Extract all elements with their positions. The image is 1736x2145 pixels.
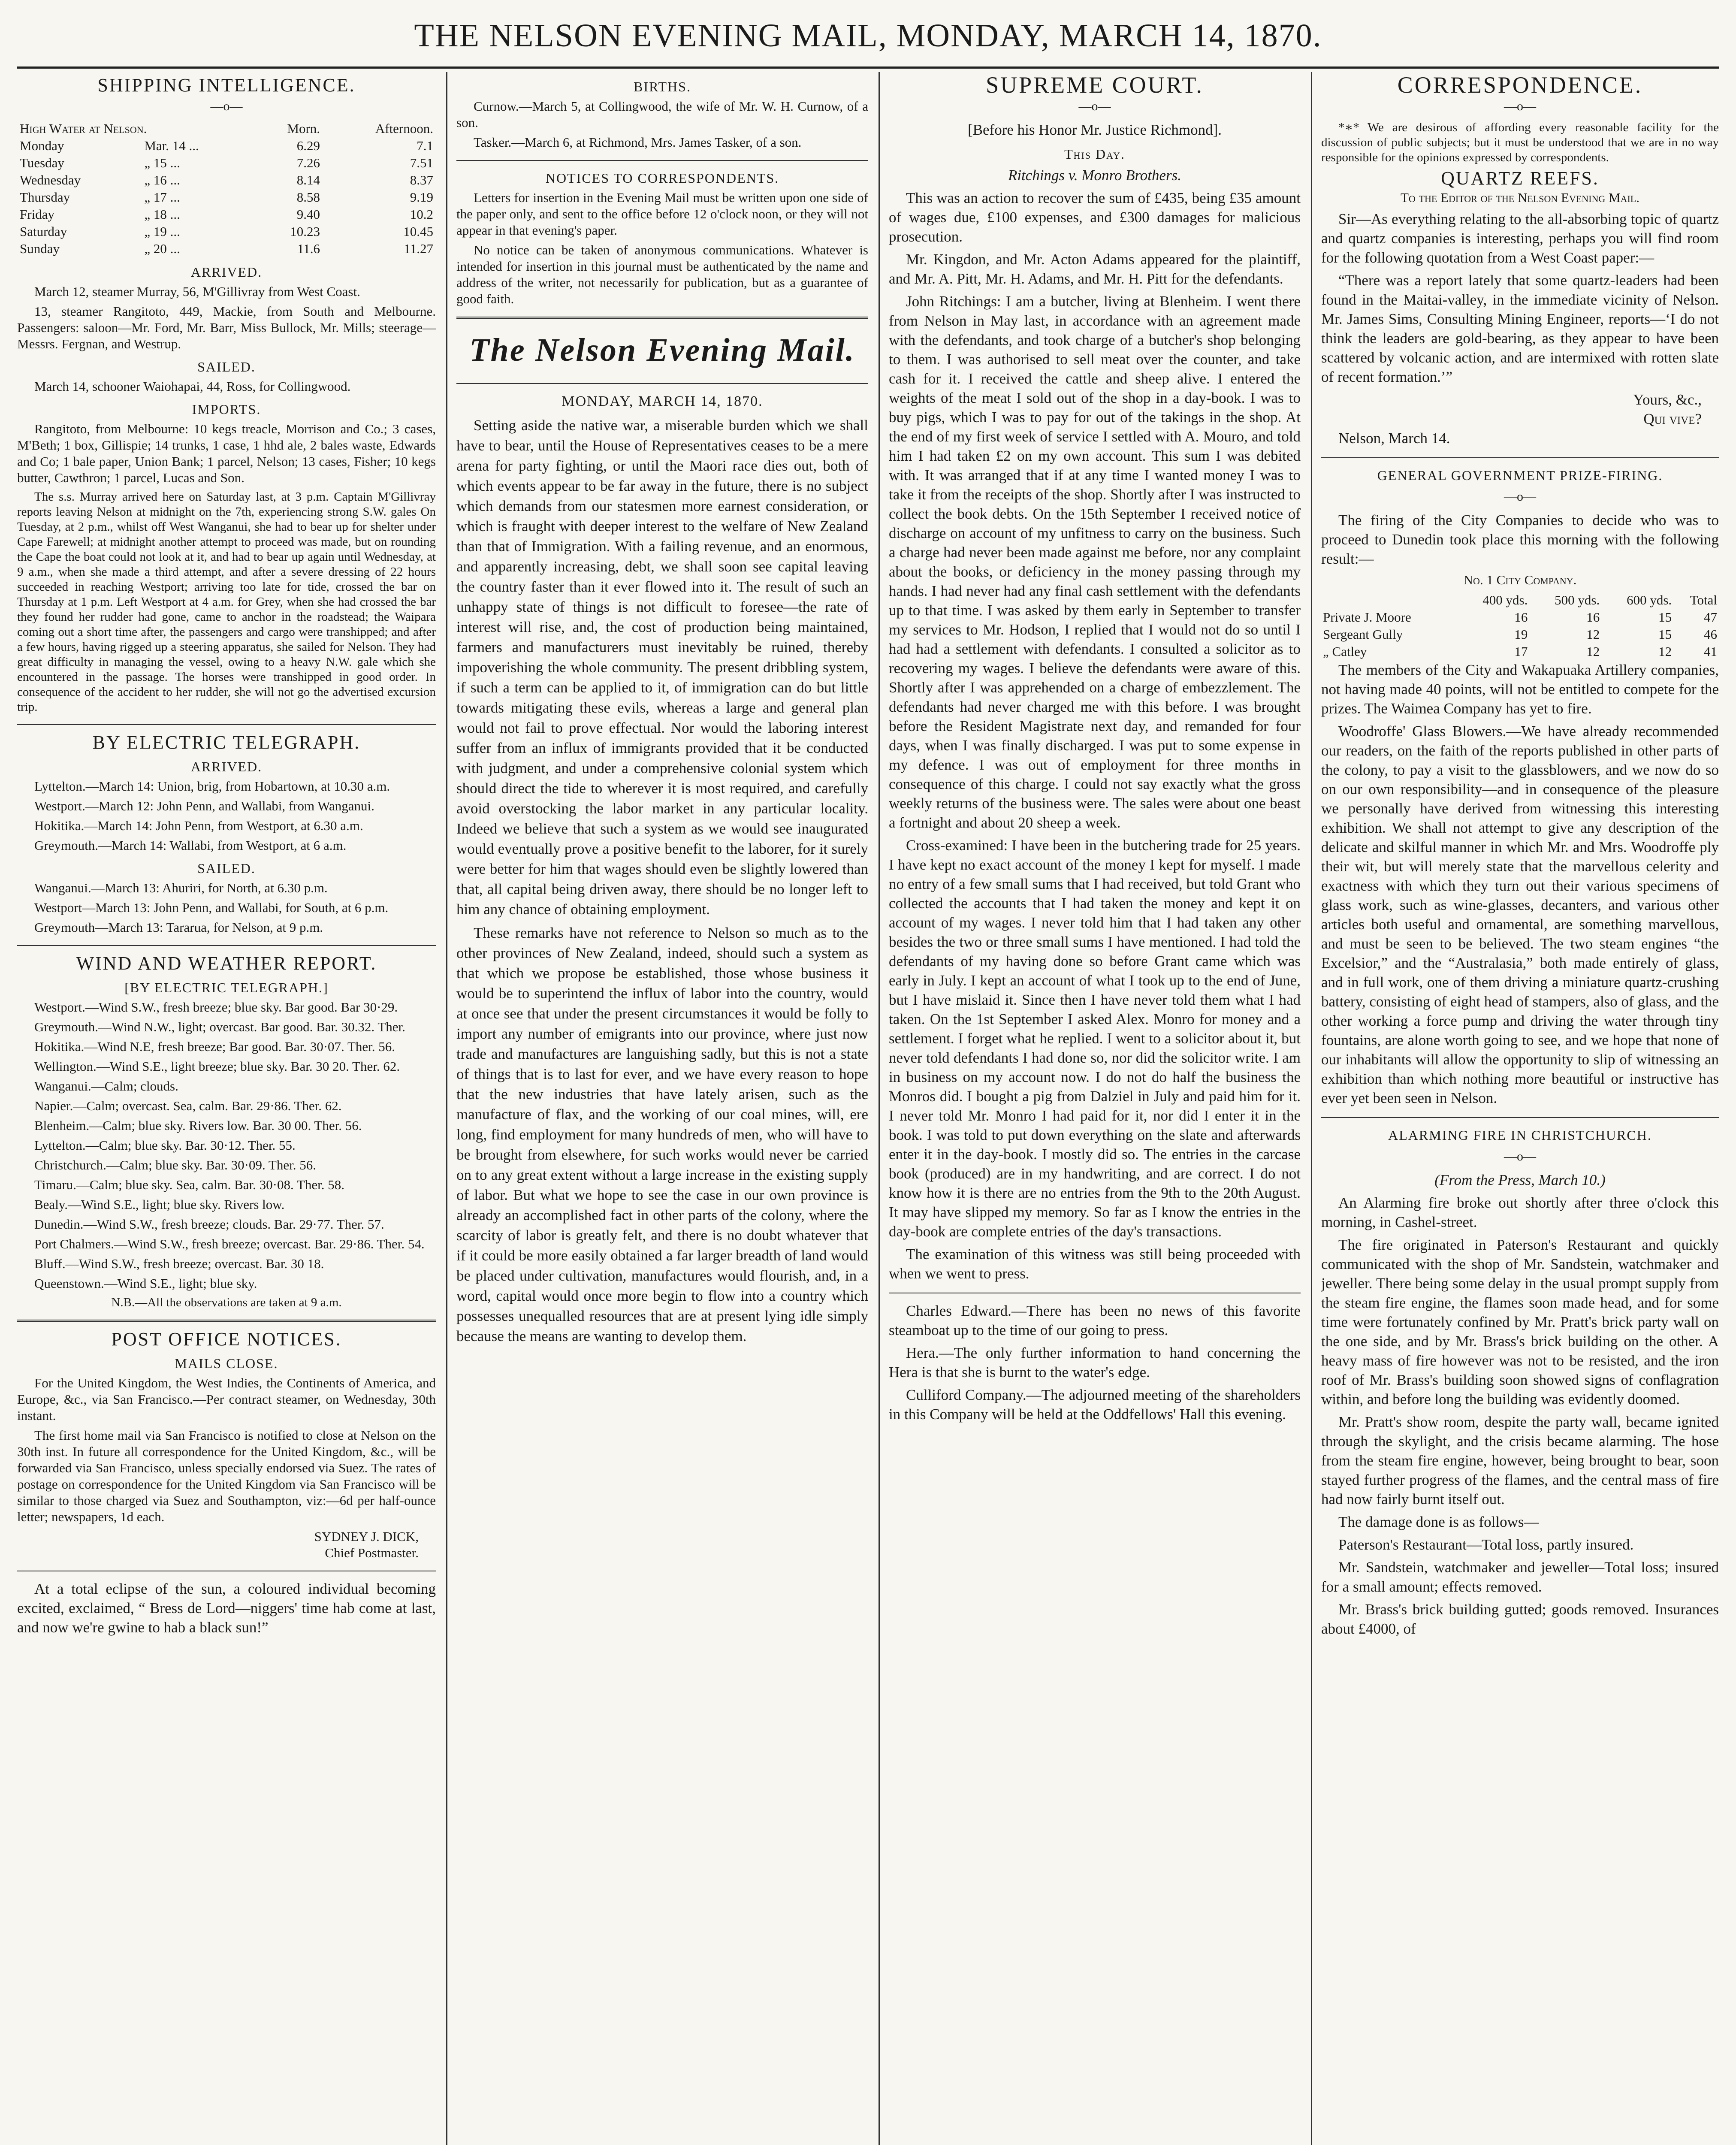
editorial-paragraph: Setting aside the native war, a miserable burden which we shall have to bear, until the House of Representatives ceases to be a mere arena for party fighting, or until the Maori race dies out, both of which events appear to be far away in the future, there is no subject which demands from our statesmen more earnest consideration, or which is fraught with deeper interest to the welfare of New Zealand than that of Immigration. With a failing revenue, and an enormous, and apparently increasing, debt, we shall soon see capital leaving the country faster than it ever flowed into it. The result of such an unhappy state of things is not difficult to foresee—the rate of interest will rise, and, the cost of production being maintained, farmers and manufacturers must inevitably be ruined, thereby impoverishing the whole community. The present dribbling system, if such a term can be applied to it, of immigration can do but little towards mitigating these evils, whereas a large and general plan would not fail to prove effectual. Nor would the laboring interest suffer from an influx of immigrants provided that it be conducted with judgment, and under a comprehensive colonial system which should direct the tide to wherever it is most required, and carefully avoid overstocking the labor market in any particular locality. Indeed we believe that such a system as we would see inaugurated would eventually prove a positive benefit to the laborer, for it surely were better for him that wages should even be slightly lowered than that, all capital being driven away, there should be no longer left to him any chance of obtaining employment.	[456, 417, 868, 918]
prize-score: 12	[1586, 644, 1600, 659]
murray-report: The s.s. Murray arrived here on Saturday last, at 3 p.m. Captain M'Gillivray reports leaving Nelson at midnight on the 7th, experiencing strong S.W. gales On Tuesday, at 2 p.m., whilst off West Wanganui, she had to bear up for shelter under Cape Farewell; at midnight another attempt to proceed was made, but on rounding the Cape the boat could not look at it, and had to bear up again until Wednesday, at 9 a.m., when she made a third attempt, and after a severe dressing of 22 hours succeeded in reaching Westport; arriving too late for tide, crossed the bar on Thursday at 1 p.m. Left Westport at 4 a.m. for Grey, when she had crossed the bar they found her rudder had gone, came to anchor in the roadstead; the Waipara coming out a short time after, the passengers and cargo were transhipped; and after a few hours, having rigged up a steering apparatus, she sailed for Nelson. They had great difficulty in managing the vessel, owing to a heavy N.W. gale which she encountered in the passage. The horses were transhipped in good order. In consequence of the accident to her rudder, she will not go the advertised excursion trip.	[17, 490, 436, 714]
shipping-heading: SHIPPING INTELLIGENCE.	[97, 75, 356, 96]
paper-title: The Nelson Evening Mail.	[469, 332, 855, 368]
prize-score: 12	[1658, 644, 1672, 659]
notices-heading: NOTICES TO CORRESPONDENTS.	[545, 170, 779, 186]
fire-heading: ALARMING FIRE IN CHRISTCHURCH.	[1388, 1127, 1652, 1143]
tide-day: Monday	[20, 138, 64, 153]
quartz-paragraph: Sir—As everything relating to the all-absorbing topic of quartz and quartz companies is interesting, perhaps you will find room for the following quotation from a West Coast paper:—	[1321, 211, 1719, 266]
tide-afternoon: 8.37	[410, 172, 433, 187]
tide-morn: 11.6	[297, 241, 320, 256]
arrived-entry: 13, steamer Rangitoto, 449, Mackie, from South and Melbourne. Passengers: saloon—Mr. Ford, Mr. Barr, Miss Bullock, Mr. Mills; steerage—Messrs. Fergnan, and Westrup.	[17, 304, 436, 351]
tide-row	[17, 172, 436, 189]
tide-morn: 8.58	[296, 190, 320, 205]
sailed-entry: March 14, schooner Waiohapai, 44, Ross, for Collingwood.	[34, 379, 351, 394]
notice-text: Letters for insertion in the Evening Mail must be written upon one side of the paper only, and sent to the office before 12 o'clock noon, or they will not appear in that evening's paper.	[456, 190, 868, 238]
weather-report: Christchurch.—Calm; blue sky. Bar. 30·09. Ther. 56.	[34, 1157, 316, 1172]
prize-row	[1321, 609, 1719, 626]
court-paragraph: Cross-examined: I have been in the butchering trade for 25 years. I have kept no exact account of the money I kept for myself. I made no entry of a few small sums that I had received, but told Grant who collected the accounts that I had taken the money and kept it on account of my wages. I never told him that I had taken any other besides the two or three small sums I have mentioned. I had told the defendants of my having done so before Grant came which was early in July. I kept an account of what I took up to the end of June, but I have mislaid it. Since then I have never told them what I had taken. On the 1st September I asked Alex. Monro for money and a settlement. I forget what he replied. I went to a solicitor about it, but never told defendants I had done so, nor did the solicitor write. I am in business on my account now. I do not do half the business the Monros did. I bought a pig from Dalziel in July and paid him for it. I never told Mr. Monro I had paid for it, nor did I enter it in the book. I was told to put down everything on the slate and afterwards enter it in the day-book. I mostly did so. The entries in the carcase book (produced) are in my handwriting, and are correct. I do not know how it is there are no entries from the 9th to the 20th August. It may have slipped my memory. So far as I know the entries in the day-book are complete entries of the day's transactions.	[889, 837, 1301, 1240]
charles-edward-item: Charles Edward.—There has been no news of this favorite steamboat up to the time of our going to press.	[889, 1302, 1301, 1338]
ornament: —o—	[1078, 99, 1111, 113]
masthead-rule	[17, 66, 1719, 69]
weather-report: Wellington.—Wind S.E., light breeze; blue sky. Bar. 30 20. Ther. 62.	[34, 1059, 400, 1074]
tide-morn: 8.14	[296, 172, 320, 187]
tide-day: Thursday	[20, 190, 70, 205]
notice-text: No notice can be taken of anonymous communications. Whatever is intended for insertion in this journal must be authenticated by the name and address of the writer, not necessarily for publication, but as a guarantee of good faith.	[456, 242, 868, 306]
tide-header: High Water at Nelson.	[20, 121, 147, 136]
tide-afternoon: 9.19	[410, 190, 433, 205]
column-3	[882, 72, 1307, 2145]
fire-paragraph: The fire originated in Paterson's Restaurant and quickly communicated with the shop of Mr. Sandstein, watchmaker and jeweller. There being some delay in the usual prompt supply from the steam fire engine, the flames soon made head, and for some time were fortunately confined by Mr. Pratt's brick party wall on the one side, and by Mr. Brass's brick building on the other. A heavy mass of fire however was not to be resisted, and the iron roof of Mr. Brass's building soon showed signs of conflagration within, and before long the building was evidently doomed.	[1321, 1236, 1719, 1408]
court-paragraph: The examination of this witness was still being proceeded with when we went to press.	[889, 1246, 1301, 1282]
weather-report: Greymouth.—Wind N.W., light; overcast. Bar good. Bar. 30.32. Ther.	[34, 1019, 405, 1034]
prize-row	[1321, 643, 1719, 660]
court-before: [Before his Honor Mr. Justice Richmond].	[968, 121, 1222, 138]
ornament: —o—	[1504, 1149, 1536, 1163]
prize-total: 46	[1704, 627, 1717, 642]
weather-report: Westport.—Wind S.W., fresh breeze; blue sky. Bar good. Bar 30·29.	[34, 1000, 398, 1015]
tide-row	[17, 206, 436, 223]
mails-text: For the United Kingdom, the West Indies, the Continents of America, and Europe, &c., via San Francisco.—Per contract steamer, on Wednesday, 30th instant.	[17, 1375, 436, 1423]
mails-heading: MAILS CLOSE.	[175, 1356, 278, 1371]
tide-date: „ 16 ...	[144, 172, 180, 187]
prize-col	[1321, 592, 1457, 609]
tide-table	[17, 120, 436, 257]
tide-row	[17, 240, 436, 257]
fire-paragraph: The damage done is as follows—	[1338, 1514, 1539, 1530]
prize-score: 16	[1514, 610, 1528, 625]
tide-date: „ 20 ...	[144, 241, 180, 256]
weather-report: Napier.—Calm; overcast. Sea, calm. Bar. 29·86. Ther. 62.	[34, 1098, 342, 1113]
prize-row	[1321, 626, 1719, 643]
column-divider	[1311, 72, 1312, 2145]
tide-day: Friday	[20, 207, 54, 222]
postmaster-signature: SYDNEY J. DICK,	[314, 1529, 419, 1544]
weather-report: Bealy.—Wind S.E., light; blue sky. Rivers low.	[34, 1197, 285, 1212]
telegraph-sailed-heading: SAILED.	[197, 861, 256, 876]
column-divider	[446, 72, 447, 2145]
ornament: —o—	[210, 99, 243, 113]
telegraph-arrived: Hokitika.—March 14: John Penn, from Westport, at 6.30 a.m.	[34, 818, 363, 833]
tide-date: „ 19 ...	[144, 224, 180, 239]
telegraph-arrived: Lyttelton.—March 14: Union, brig, from Hobartown, at 10.30 a.m.	[34, 779, 390, 794]
quartz-place: Nelson, March 14.	[1338, 430, 1450, 447]
tide-afternoon: 11.27	[404, 241, 433, 256]
weather-sub: [BY ELECTRIC TELEGRAPH.]	[124, 980, 329, 995]
tide-afternoon: 10.45	[403, 224, 433, 239]
mails-notice: The first home mail via San Francisco is notified to close at Nelson on the 30th inst. In future all correspondence for the United Kingdom, &c., will be forwarded via San Francisco, unless specially endorsed via Suez. The rates of postage on correspondence for the United Kingdom via San Francisco will be similar to those charged via Suez and Southampton, viz:—6d per half-ounce letter; newspapers, 1d each.	[17, 1428, 436, 1524]
prize-score: 15	[1658, 627, 1672, 642]
tide-row	[17, 223, 436, 240]
weather-note: N.B.—All the observations are taken at 9 a.m.	[111, 1296, 342, 1309]
birth-notice: Tasker.—March 6, at Richmond, Mrs. James Tasker, of a son.	[474, 135, 802, 150]
fire-paragraph: Mr. Pratt's show room, despite the party wall, became ignited through the skylight, and the crisis became alarming. The hose from the steam fire engine, however, being brought to bear, soon stayed further progress of the flames, and the central mass of fire had now fairly burnt itself out.	[1321, 1414, 1719, 1508]
tide-morn: 10.23	[290, 224, 320, 239]
divider	[456, 317, 868, 319]
tide-row	[17, 189, 436, 206]
divider	[1321, 457, 1719, 458]
telegraph-sailed: Wanganui.—March 13: Ahuriri, for North, at 6.30 p.m.	[34, 880, 328, 895]
quartz-addressee: To the Editor of the Nelson Evening Mail.	[1401, 190, 1639, 205]
column-4	[1314, 72, 1719, 2145]
telegraph-sailed: Westport—March 13: John Penn, and Wallabi, for South, at 6 p.m.	[34, 900, 389, 915]
fire-source: (From the Press, March 10.)	[1434, 1172, 1606, 1188]
telegraph-sailed: Greymouth—March 13: Tararua, for Nelson, at 9 p.m.	[34, 920, 323, 935]
court-paragraph: Mr. Kingdon, and Mr. Acton Adams appeared for the plaintiff, and Mr. A. Pitt, Mr. H. Adams, and Mr. H. Pitt for the defendants.	[889, 251, 1301, 287]
fire-paragraph: Mr. Brass's brick building gutted; goods removed. Insurances about £4000, of	[1321, 1601, 1719, 1637]
weather-report: Wanganui.—Calm; clouds.	[34, 1079, 178, 1094]
tide-day: Wednesday	[20, 172, 81, 187]
prize-col: 600 yds.	[1627, 592, 1672, 607]
prize-score: 15	[1658, 610, 1672, 625]
imports-entry: Rangitoto, from Melbourne: 10 kegs treacle, Morrison and Co.; 3 cases, M'Beth; 1 box, Gillispie; 14 trunks, 1 case, 1 hhd ale, 2 bales waste, Edwards and Co; 1 bale paper, Union Bank; 1 parcel, Nelson; 13 cases, Fisher; 10 kegs butter, Cawthron; 1 parcel, Lucas and Son.	[17, 421, 436, 485]
weather-report: Queenstown.—Wind S.E., light; blue sky.	[34, 1276, 257, 1291]
hera-item: Hera.—The only further information to hand concerning the Hera is that she is burnt to the water's edge.	[889, 1344, 1301, 1381]
sailed-heading: SAILED.	[197, 359, 256, 375]
court-day: This Day.	[1064, 146, 1125, 162]
prize-header-row	[1321, 592, 1719, 609]
prize-name: Sergeant Gully	[1323, 627, 1403, 642]
tide-afternoon: 10.2	[410, 207, 433, 222]
prize-total: 47	[1704, 610, 1717, 625]
divider	[17, 724, 436, 725]
weather-report: Port Chalmers.—Wind S.W., fresh breeze; overcast. Bar. 29·86. Ther. 54.	[34, 1236, 425, 1251]
weather-report: Dunedin.—Wind S.W., fresh breeze; clouds. Bar. 29·77. Ther. 57.	[34, 1217, 384, 1232]
divider	[456, 383, 868, 384]
telegraph-arrived: Westport.—March 12: John Penn, and Wallabi, from Wanganui.	[34, 798, 374, 813]
tide-date: „ 17 ...	[144, 190, 180, 205]
prize-score: 16	[1586, 610, 1600, 625]
quartz-quote: “There was a report lately that some quartz-leaders had been found in the Maitai-valley, in the immediate vicinity of Nelson. Mr. James Sims, Consulting Mining Engineer, reports—‘I do not think the leaders are gold-bearing, as they appear to have been scattered by volcanic action, and are intermixed with rotten slate of recent formation.’”	[1321, 272, 1719, 385]
tide-morn: 6.29	[296, 138, 320, 153]
post-office-heading: POST OFFICE NOTICES.	[111, 1329, 342, 1350]
divider	[1321, 1117, 1719, 1118]
divider	[17, 1320, 436, 1322]
prize-name: Private J. Moore	[1323, 610, 1411, 625]
weather-report: Lyttelton.—Calm; blue sky. Bar. 30·12. Ther. 55.	[34, 1138, 296, 1153]
imports-heading: IMPORTS.	[192, 402, 261, 417]
telegraph-arrived-heading: ARRIVED.	[190, 759, 263, 774]
tide-row	[17, 137, 436, 154]
fire-paragraph: An Alarming fire broke out shortly after three o'clock this morning, in Cashel-street.	[1321, 1194, 1719, 1230]
correspondence-heading: CORRESPONDENCE.	[1397, 72, 1643, 98]
arrived-heading: ARRIVED.	[190, 264, 263, 280]
prize-table	[1321, 592, 1719, 660]
tide-morn: 7.26	[296, 155, 320, 170]
culliford-item: Culliford Company.—The adjourned meeting of the shareholders in this Company will be held at the Oddfellows' Hall this evening.	[889, 1387, 1301, 1423]
ornament: —o—	[1504, 99, 1536, 113]
prize-col: 400 yds.	[1482, 592, 1528, 607]
quartz-heading: QUARTZ REEFS.	[1441, 168, 1599, 189]
divider	[456, 160, 868, 161]
masthead: THE NELSON EVENING MAIL, MONDAY, MARCH 14, 1870.	[414, 18, 1322, 54]
tide-date: „ 15 ...	[144, 155, 180, 170]
glass-blowers-item: Woodroffe' Glass Blowers.—We have already recommended our readers, on the faith of the reports published in other parts of the colony, to pay a visit to the glassblowers, and we now do so on our own responsibility—and in consequence of the pleasure we personally have derived from witnessing this interesting exhibition. We shall not attempt to give any description of the delicate and skilful manner in which Mr. and Mrs. Woodroffe ply their wit, but will merely state that the marvellous celerity and exactness with which they turn out their various specimens of glass work, such as wine-glasses, decanters, and various other articles both useful and ornamental, are something marvellous, and must be seen to be believed. The two steam engines “the Excelsior,” and the “Australasia,” both made entirely of glass, and in full work, one of them driving a miniature quartz-crushing battery, consisting of eight head of stampers, also of glass, and the other working a force pump and driving the water through tiny fountains, are alone worth going to see, and we hope that none of our inhabitants will allow the opportunity to slip of witnessing an exhibition than which nothing more beautiful or instructive has ever yet been seen in Nelson.	[1321, 723, 1719, 1106]
birth-notice: Curnow.—March 5, at Collingwood, the wife of Mr. W. H. Curnow, of a son.	[456, 99, 868, 130]
column-divider	[879, 72, 880, 2145]
prize-heading: GENERAL GOVERNMENT PRIZE-FIRING.	[1377, 468, 1663, 483]
tide-header: Morn.	[287, 121, 320, 136]
tide-date: Mar. 14 ...	[144, 138, 199, 153]
prize-name: „ Catley	[1323, 644, 1367, 659]
tide-day: Tuesday	[20, 155, 64, 170]
prize-score: 17	[1514, 644, 1528, 659]
column-2	[450, 72, 875, 2145]
quartz-signed: Qui vive?	[1643, 411, 1702, 427]
tide-morn: 9.40	[296, 207, 320, 222]
prize-score: 19	[1514, 627, 1528, 642]
prize-paragraph: The firing of the City Companies to decide who was to proceed to Dunedin took place this morning with the following result:—	[1321, 512, 1719, 567]
prize-total: 41	[1704, 644, 1717, 659]
weather-report: Blenheim.—Calm; blue sky. Rivers low. Bar. 30 00. Ther. 56.	[34, 1118, 362, 1133]
correspondence-disclaimer: *∗* We are desirous of affording every reasonable facility for the discussion of public subjects; but it must be understood that we are in no way responsible for the opinions expressed by correspondents.	[1321, 121, 1719, 164]
fire-paragraph: Paterson's Restaurant—Total loss, partly insured.	[1338, 1536, 1634, 1553]
tide-date: „ 18 ...	[144, 207, 180, 222]
telegraph-arrived: Greymouth.—March 14: Wallabi, from Westport, at 6 a.m.	[34, 838, 347, 853]
tide-day: Sunday	[20, 241, 60, 256]
column-1	[17, 72, 443, 2145]
tide-header-row	[17, 120, 436, 137]
tide-afternoon: 7.1	[417, 138, 433, 153]
tide-row	[17, 154, 436, 172]
births-heading: BIRTHS.	[634, 79, 691, 94]
editorial-date: MONDAY, MARCH 14, 1870.	[562, 393, 763, 409]
editorial-paragraph: These remarks have not reference to Nelson so much as to the other provinces of New Zealand, indeed, should such a system as that which we propose be established, those whose business it would be to superintend the influx of labor into the country, would at once see that under the present circumstances it would be folly to import any number of emigrants into our province, where just now trade and manufactures are languishing sadly, but this is not a state of things that is to last for ever, and we have every reason to hope that the new industries that have lately arisen, such as the manufacture of flax, and the working of our coal mines, will, ere long, find employment for many hundreds of men, who will have to be brought from elsewhere, for such works would never be carried on to any great extent without a large increase in the existing supply of labor. But what we hope to see the case in our own province is already an accomplished fact in other parts of the colony, where the scarcity of labor is greatly felt, and there is no doubt whatever that if it could be more easily obtained a far larger breadth of land would be placed under cultivation, manufactures would flourish, and, in a word, capital would once more begin to flow into a country which possesses unequalled resources that are at present lying idle simply because the means are wanting to develop them.	[456, 924, 868, 1344]
prize-col: Total	[1690, 592, 1717, 607]
arrived-entry: March 12, steamer Murray, 56, M'Gillivray from West Coast.	[34, 284, 360, 299]
court-case: Ritchings v. Monro Brothers.	[1008, 167, 1182, 184]
quartz-closing: Yours, &c.,	[1633, 391, 1702, 408]
tide-day: Saturday	[20, 224, 67, 239]
court-paragraph: This was an action to recover the sum of £435, being £35 amount of wages due, £100 expenses, and £300 damages for malicious prosecution.	[889, 190, 1301, 245]
prize-paragraph: The members of the City and Wakapuaka Artillery companies, not having made 40 points, will not be entitled to compete for the prizes. The Waimea Company has yet to fire.	[1321, 662, 1719, 717]
weather-report: Hokitika.—Wind N.E, fresh breeze; Bar good. Bar. 30·07. Ther. 56.	[34, 1039, 396, 1054]
ornament: —o—	[1504, 489, 1536, 504]
postmaster-title: Chief Postmaster.	[325, 1545, 419, 1560]
weather-report: Timaru.—Calm; blue sky. Sea, calm. Bar. 30·08. Ther. 58.	[34, 1177, 344, 1192]
prize-score: 12	[1586, 627, 1600, 642]
weather-report: Bluff.—Wind S.W., fresh breeze; overcast. Bar. 30 18.	[34, 1256, 324, 1271]
telegraph-heading: BY ELECTRIC TELEGRAPH.	[92, 732, 361, 753]
eclipse-anecdote: At a total eclipse of the sun, a coloured individual becoming excited, exclaimed, “ Bress de Lord—niggers' time hab come at last, and now we're gwine to hab a black sun!”	[17, 1580, 436, 1636]
fire-paragraph: Mr. Sandstein, watchmaker and jeweller—Total loss; insured for a small amount; effects removed.	[1321, 1559, 1719, 1595]
prize-col: 500 yds.	[1555, 592, 1600, 607]
prize-company: No. 1 City Company.	[1463, 572, 1577, 587]
weather-heading: WIND AND WEATHER REPORT.	[76, 953, 377, 974]
court-heading: SUPREME COURT.	[986, 72, 1204, 98]
divider	[17, 945, 436, 946]
court-paragraph: John Ritchings: I am a butcher, living at Blenheim. I went there from Nelson in May last, in accordance with an agreement made with the defendants, and took charge of a butcher's shop belonging to them. I was authorised to sell meat over the counter, and take cash for it. I received the cattle and sheep alive. I entered the weights of the meat I sold out of the shop in a day-book. I was to buy pigs, which I was to pay for out of the takings in the shop. At the end of my first week of service I settled with A. Mouro, and told him I had taken £2 on my own account. This sum I was debited with. It was arranged that if at any time I wanted money I was to take it from the receipts of the shop. Shortly after I was instructed to collect the book debts. On the 15th September I received notice of discharge on account of my unfitness to carry on the business. Such a charge had never been made against me before, nor any complaint about the books, or deficiency in the money passing through my hands. I had never had any final cash settlement with the defendants up to that time. I was asked by them early in September to transfer my services to Mr. Hodson, I replied that I would not do so until I had had a settlement with defendants. I consulted a solicitor as to recovering my wages. I believe the defendants were aware of this. Shortly after I was apprehended on a charge of embezzlement. The defendants had never charged me with this before. I was brought before the Resident Magistrate next day, and remanded for four days, when I was finally discharged. I was put to some expense in my defence. I was out of employment for three months in consequence of this charge. I could not say exactly what the gross weekly returns of the business were. The sales were about one beast a fortnight and about 20 sheep a week.	[889, 293, 1301, 831]
tide-afternoon: 7.51	[410, 155, 433, 170]
tide-header: Afternoon.	[375, 121, 433, 136]
